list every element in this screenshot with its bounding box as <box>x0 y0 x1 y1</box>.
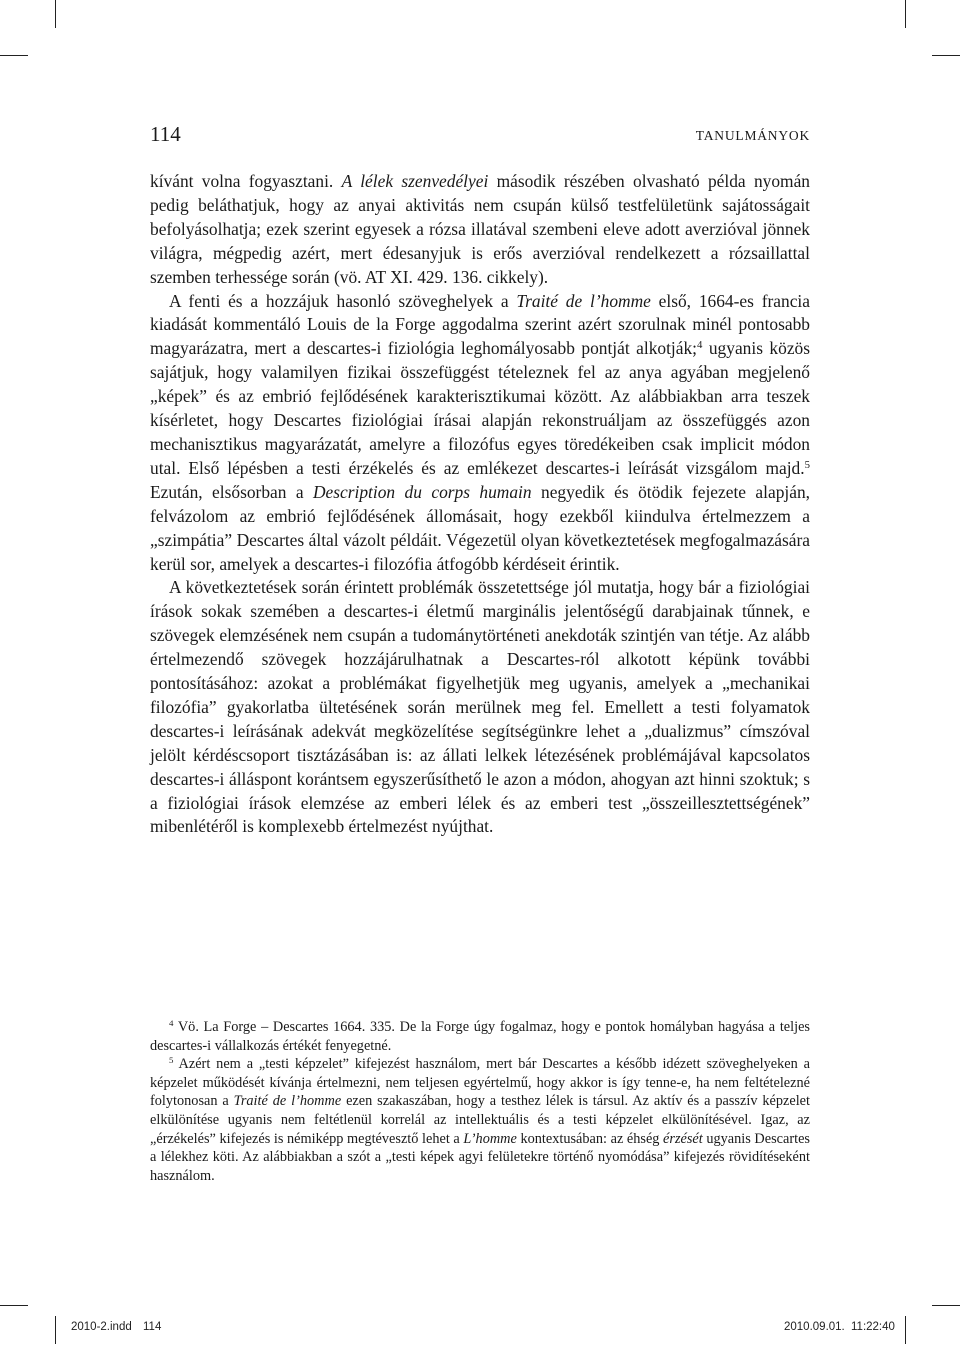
paragraph <box>150 290 810 577</box>
crop-mark <box>0 1305 28 1306</box>
footnote-4 <box>150 1018 810 1055</box>
slug-divider <box>905 1316 906 1344</box>
footnote-text: ugyanis Descartes a lélekhez köti. Az alábbiakban a szót a „testi képek agyi felületekre történő nyomódása” kifejezés rövidítéseként használom. <box>150 1130 810 1184</box>
footnote-text: ezen szakaszában, hogy a testhez lélek is társul. Az aktív és a passzív képzelet elkülönítése ugyanis nem feltétlenül korrelál az intellektuális és a testi képzelet elkülönítésével. Igaz, az „érzékelés” kifejezés is némiképp megtévesztő lehet a <box>150 1093 810 1147</box>
footnote-text: Vö. La Forge – Descartes 1664. 335. De la Forge úgy fogalmaz, hogy e pontok homályban hagyása a teljes descartes-i vállalkozás értékét fenyegetné. <box>150 1019 810 1054</box>
slug-filename: 2010-2.indd <box>71 1321 132 1333</box>
main-text <box>150 170 810 839</box>
running-header <box>150 118 810 158</box>
italic-title: L’homme <box>463 1130 517 1147</box>
text-run: A fenti és a hozzájuk hasonló szöveghelyek a <box>169 290 517 311</box>
crop-mark <box>932 55 960 56</box>
text-run: második részében olvasható példa nyomán pedig beláthatjuk, hogy az anyai aktivitás nem csupán külső testfelületünk sajátosságait befolyásolhatja; ezek szerint egyesek a rózsa illatával szembeni eleve adott averzióval jönnek világra, mégpedig azért, mert édesanyjuk is erős averzióval rendelkezett a rózsaillattal szemben terhessége során (vö. AT XI. 429. 136. cikkely). <box>150 171 810 287</box>
slug-divider <box>55 1316 56 1344</box>
page-number: 114 <box>150 122 181 146</box>
crop-mark <box>932 1305 960 1306</box>
section-title: TANULMÁNYOK <box>695 128 810 143</box>
footnote-ref[interactable]: 4 <box>697 339 703 352</box>
crop-mark <box>0 55 28 56</box>
footnote-text: Azért nem a „testi képzelet” kifejezést használom, mert bár Descartes a később idézett szöveghelyeken a képzelet működését kívánja értelmezni, nem teljesen egyértelmű, hogy akkor is így tenne-e, ha nem feltételezné folytonosan a <box>150 1056 810 1110</box>
footnote-text: kontextusában: az éhség <box>516 1130 664 1147</box>
slug-date: 2010.09.01. <box>784 1321 845 1333</box>
italic-title: Description du corps humain <box>313 481 532 502</box>
crop-mark <box>55 0 56 28</box>
italic-word: érzését <box>663 1130 703 1147</box>
italic-title: Traité de l’homme <box>233 1093 342 1110</box>
crop-mark <box>905 0 906 28</box>
slug-page: 114 <box>143 1321 162 1333</box>
text-run: kívánt volna fogyasztani. <box>150 171 342 191</box>
footnote-number: 5 <box>169 1055 174 1066</box>
footnote-ref[interactable]: 5 <box>804 458 810 471</box>
footnote-5 <box>150 1055 810 1185</box>
slug-time: 11:22:40 <box>851 1321 895 1333</box>
text-run: ugyanis közös sajátjuk, hogy valamilyen fizikai összefüggést tételeznek fel az anya agyában megjelenő „képek” és az embrió fejlődésének karakterisztikumai között. Az alábbiakban arra teszek kísérletet, hogy Descartes fiziológiai írásai alapján rekonstruáljam az összefüggés azon mechanisztikus magyarázatát, amelyre a filozófus egyes töredékeiben csak implicit módon utal. Első lépésben a testi érzékelés és az emlékezet descartes-i leírását vizsgálom majd. <box>150 338 811 478</box>
footnote-number: 4 <box>169 1018 174 1029</box>
footnotes <box>150 1018 810 1185</box>
text-run: Ezután, elsősorban a <box>150 481 313 502</box>
paragraph: A következtetések során érintett problémák összetettsége jól mutatja, hogy bár a fiziológiai írások sokak szemében a descartes-i életmű marginális jelentőségű darabjainak tűnnek, e szövegek elemzésének nem csupán a tudománytörténeti anekdoták szintjén van tétje. Az alább értelmezendő szövegek hozzájárulhatnak a Descartes-ról alkotott képünk további pontosításához: azokat a problémákat figyelhetjük meg ugyanis, amelyek a „mechanikai filozófia” gyakorlatba ültetésének során merülnek meg fel. Emellett a testi folyamatok descartes-i leírásának adekvát megközelítése segítségünkre lehet a „dualizmus” címszóval jelölt kérdéscsoport tisztázásában is: az állati lelkek létezésének problémájával kapcsolatos descartes-i álláspont korántsem egyszerűsíthető le azon a módon, ahogyan azt hinni szoktuk; s a fiziológiai írások elemzése az emberi lélek és az emberi test „összeillesztettségének” mibenlétéről is komplexebb értelmezést nyújthat. <box>150 577 810 837</box>
italic-title: A lélek szenvedélyei <box>341 171 489 191</box>
italic-title: Traité de l’homme <box>516 290 651 311</box>
text-run: első, 1664-es francia kiadását kommentáló Louis de la Forge aggodalma szerint azért szorulnak minél pontosabb magyarázatra, mert a descartes-i fiziológia leghomályosabb pontját alkotják; <box>150 290 810 359</box>
paragraph <box>150 170 810 290</box>
text-run: negyedik és ötödik fejezete alapján, felvázolom az embrió fejlődésének állomásait, hogy ezekből kiindulva értelmezzem a „szimpátia” Descartes által vázolt példáit. Végezetül olyan következtetések megfogalmazására kerül sor, amelyek a descartes-i filozófia átfogóbb kérdéseit érintik. <box>150 481 810 574</box>
